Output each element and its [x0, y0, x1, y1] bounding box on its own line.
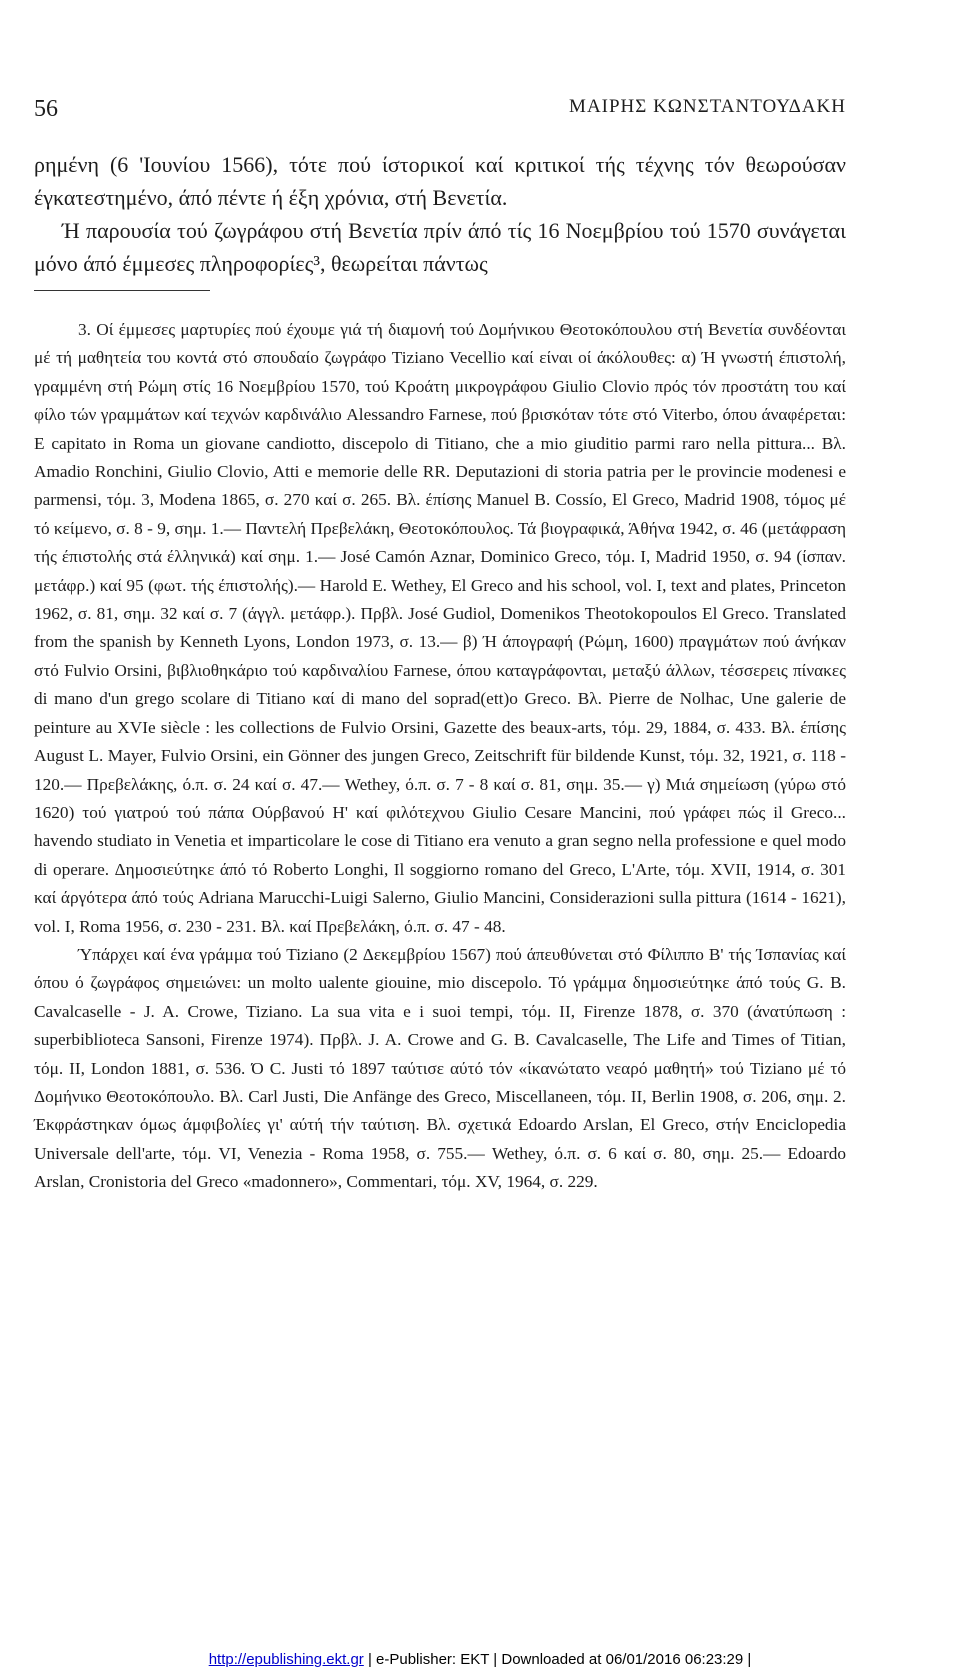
- footnote-3-continued: Ύπάρχει καί ένα γράμμα τού Tiziano (2 Δεκεμβρίου 1567) πού άπευθύνεται στό Φίλιππο Β' τής Ίσπανίας καί όπου ό ζωγράφος σημειώνει: un molto ualente giouine, mio discepolo. Τό γράμμα δημοσιεύτηκε άπό τούς G. B. Cavalcaselle - J. A. Crowe, Tiziano. La sua vita e i suoi tempi, τόμ. II, Firenze 1878, σ. 370 (άνατύπωση : superbiblioteca Sansoni, Firenze 1974). Πρβλ. J. A. Crowe and G. B. Cavalcaselle, The Life and Times of Titian, τόμ. II, London 1881, σ. 536. Ό C. Justi τό 1897 ταύτισε αύτό τόν «ίκανώτατο νεαρό μαθητή» τού Tiziano μέ τό Δομήνικο Θεοτοκόπουλο. Βλ. Carl Justi, Die Anfänge des Greco, Miscellaneen, τόμ. II, Berlin 1908, σ. 206, σημ. 2. Έκφράστηκαν όμως άμφιβολίες γι' αύτή τήν ταύτιση. Βλ. σχετικά Edoardo Arslan, El Greco, στήν Enciclopedia Universale dell'arte, τόμ. VI, Venezia - Roma 1958, σ. 755.— Wethey, ό.π. σ. 6 καί σ. 80, σημ. 25.— Edoardo Arslan, Cronistoria del Greco «madonnero», Commentari, τόμ. XV, 1964, σ. 229.: [34, 944, 846, 1192]
- publisher-link[interactable]: http://epublishing.ekt.gr: [208, 1651, 364, 1668]
- main-text: [34, 148, 846, 280]
- body-paragraph: Ή παρουσία τού ζωγράφου στή Βενετία πρίν άπό τίς 16 Νοεμβρίου τού 1570 συνάγεται μόνο άπό έμμεσες πληροφορίες³, θεωρείται πάντως: [34, 218, 846, 276]
- page-number: 56: [34, 96, 58, 122]
- footnotes: [34, 316, 846, 1197]
- body-paragraph: ρημένη (6 'Ιουνίου 1566), τότε πού ίστορικοί καί κριτικοί τής τέχνης τόν θεωρούσαν έγκατεστημένο, άπό πέντε ή έξη χρόνια, στή Βενετία.: [34, 152, 846, 210]
- footnote-3: 3. Οί έμμεσες μαρτυρίες πού έχουμε γιά τή διαμονή τού Δομήνικου Θεοτοκόπουλου στή Βενετία συνδέονται μέ τή μαθητεία του κοντά στό σπουδαίο ζωγράφο Tiziano Vecellio καί είναι οί άκόλουθες: α) Ή γνωστή έπιστολή, γραμμένη στή Ρώμη στίς 16 Νοεμβρίου 1570, τού Κροάτη μικρογράφου Giulio Clovio πρός τόν προστάτη του καί φίλο τών γραμμάτων καί τεχνών καρδινάλιο Alessandro Farnese, πού βρισκόταν τότε στό Viterbo, όπου άναφέρεται: E capitato in Roma un giovane candiotto, discepolo di Titiano, che a mio giuditio parmi raro nella pittura... Βλ. Amadio Ronchini, Giulio Clovio, Atti e memorie delle RR. Deputazioni di storia patria per le provincie modenesi e parmensi, τόμ. 3, Modena 1865, σ. 270 καί σ. 265. Βλ. έπίσης Manuel B. Cossío, El Greco, Madrid 1908, τόμος μέ τό κείμενο, σ. 8 - 9, σημ. 1.— Παντελή Πρεβελάκη, Θεοτοκόπουλος. Τά βιογραφικά, Άθήνα 1942, σ. 46 (μετάφραση τής έπιστολής στά έλληνικά) καί σημ. 1.— José Camón Aznar, Dominico Greco, τόμ. I, Madrid 1950, σ. 94 (ίσπαν. μετάφρ.) καί 95 (φωτ. τής έπιστολής).— Harold E. Wethey, El Greco and his school, vol. I, text and plates, Princeton 1962, σ. 81, σημ. 32 καί σ. 7 (άγγλ. μετάφρ.). Πρβλ. José Gudiol, Domenikos Theotokopoulos El Greco. Translated from the spanish by Kenneth Lyons, London 1973, σ. 13.— β) Ή άπογραφή (Ρώμη, 1600) πραγμάτων πού άνήκαν στό Fulvio Orsini, βιβλιοθηκάριο τού καρδιναλίου Farnese, όπου καταγράφονται, μεταξύ άλλων, τέσσερεις πίνακες di mano d'un grego scolare di Titiano καί di mano del soprad(ett)o Greco. Βλ. Pierre de Nolhac, Une galerie de peinture au XVIe siècle : les collections de Fulvio Orsini, Gazette des beaux-arts, τόμ. 29, 1884, σ. 433. Βλ. έπίσης August L. Mayer, Fulvio Orsini, ein Gönner des jungen Greco, Zeitschrift für bildende Kunst, τόμ. 32, 1921, σ. 118 - 120.— Πρεβελάκης, ό.π. σ. 24 καί σ. 47.— Wethey, ό.π. σ. 7 - 8 καί σ. 81, σημ. 35.— γ) Μιά σημείωση (γύρω στό 1620) τού γιατρού τού πάπα Ούρβανού Η' καί φιλότεχνου Giulio Cesare Mancini, πού γράφει πώς il Greco... havendo studiato in Venetia et imparticolare le cose di Titiano era venuto a gran segno nella professione e quel modo di operare. Δημοσιεύτηκε άπό τό Roberto Longhi, Il soggiorno romano del Greco, L'Arte, τόμ. XVII, 1914, σ. 301 καί άργότερα άπό τούς Adriana Marucchi-Luigi Salerno, Giulio Mancini, Considerazioni sulla pittura (1614 - 1621), vol. I, Roma 1956, σ. 230 - 231. Βλ. καί Πρεβελάκη, ό.π. σ. 47 - 48.: [34, 320, 846, 936]
- footer-text: | e-Publisher: EKT | Downloaded at 06/01/2016 06:23:29 |: [363, 1651, 752, 1668]
- footnote-divider: [34, 290, 210, 291]
- download-footer: [0, 1651, 960, 1668]
- running-head: ΜΑΙΡΗΣ ΚΩΝΣΤΑΝΤΟΥΔΑΚΗ: [569, 96, 846, 117]
